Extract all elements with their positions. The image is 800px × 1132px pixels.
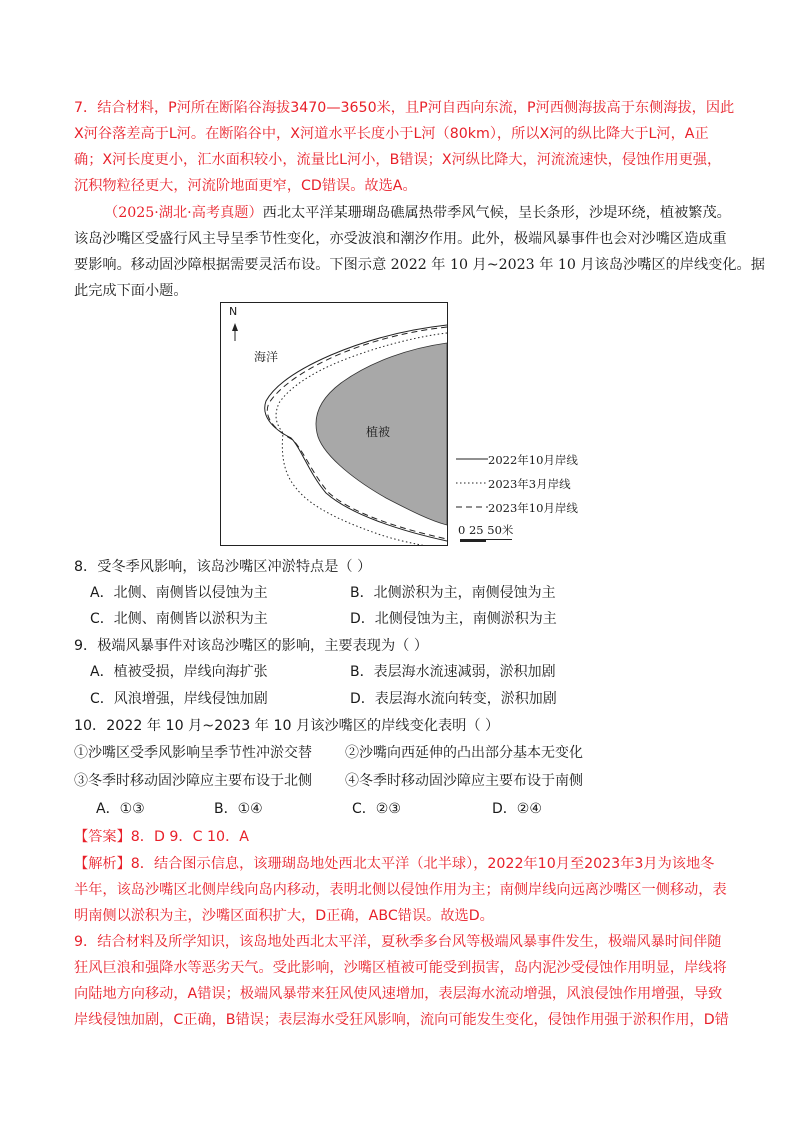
legend-label: 2023年10月岸线: [488, 501, 578, 515]
option[interactable]: C．②③: [352, 801, 401, 817]
statement: ②沙嘴向西延伸的凸出部分基本无变化: [345, 745, 583, 761]
legend-solid-line: [456, 454, 488, 464]
material-text: 西北太平洋某珊瑚岛礁属热带季风气候，呈长条形，沙堤环绕，植被繁茂。: [262, 205, 731, 221]
legend-item: [456, 476, 571, 492]
option[interactable]: A．北侧、南侧皆以侵蚀为主: [90, 585, 268, 601]
option[interactable]: D．北侧侵蚀为主，南侧淤积为主: [350, 611, 557, 627]
legend-item: [456, 452, 578, 468]
statement: ①沙嘴区受季风影响呈季节性冲淤交替: [74, 745, 312, 761]
analysis-first-line: [74, 853, 714, 875]
option[interactable]: D．表层海水流向转变，淤积加剧: [350, 691, 557, 707]
option[interactable]: B．①④: [214, 801, 263, 817]
q7-explanation-line: 沉积物粒径更大，河流阶地面更窄，CD错误。故选A。: [74, 178, 417, 194]
material-line: 该岛沙嘴区受盛行风主导呈季节性变化，亦受波浪和潮汐作用。此外，极端风暴事件也会对沙嘴区造成重: [74, 231, 727, 247]
legend-dotted-line: [456, 478, 488, 488]
analysis-line: 9．结合材料及所学知识，该岛地处西北太平洋，夏秋季多台风等极端风暴事件发生，极端风暴时间伴随: [74, 934, 722, 950]
option[interactable]: C．风浪增强，岸线侵蚀加剧: [90, 691, 268, 707]
analysis-line: 半年，该岛沙嘴区北侧岸线向岛内移动，表明北侧以侵蚀作用为主；南侧岸线向远离沙嘴区一侧移动，表: [74, 882, 727, 898]
option[interactable]: B．北侧淤积为主，南侧侵蚀为主: [350, 585, 556, 601]
analysis-label: 【解析】: [74, 856, 131, 872]
option[interactable]: C．北侧、南侧皆以淤积为主: [90, 611, 268, 627]
q7-explanation-line: 确；X河长度更小，汇水面积较小，流量比L河小，B错误；X河纵比降大，河流流速快，侵蚀作用更强，: [74, 152, 722, 168]
q7-explanation-line: 7．结合材料，P河所在断陷谷海拔3470—3650米，且P河自西向东流，P河西侧海拔高于东侧海拔，因此: [74, 100, 735, 116]
legend-label: 2022年10月岸线: [488, 453, 578, 467]
legend-dashed-line: [456, 502, 488, 512]
vegetation-label: 植被: [366, 425, 391, 439]
analysis-line: 狂风巨浪和强降水等恶劣天气。受此影响，沙嘴区植被可能受到损害，岛内泥沙受侵蚀作用明显，岸线将: [74, 960, 727, 976]
statement: ④冬季时移动固沙障应主要布设于南侧: [345, 773, 583, 789]
material-line: 此完成下面小题。: [74, 283, 188, 299]
material-first-line: [104, 202, 731, 224]
north-label: N: [229, 305, 238, 318]
shoreline-map: [220, 302, 448, 546]
option[interactable]: D．②④: [492, 801, 542, 817]
legend-item: [456, 500, 578, 516]
q7-explanation-line: X河谷落差高于L河。在断陷谷中，X河道水平长度小于L河（80km），所以X河的纵比降大于L河，A正: [74, 126, 709, 142]
question-stem: 9．极端风暴事件对该岛沙嘴区的影响，主要表现为（ ）: [74, 638, 429, 654]
analysis-line: 岸线侵蚀加剧，C正确，B错误；表层海水受狂风影响，流向可能发生变化，侵蚀作用强于淤积作用，D错: [74, 1012, 729, 1028]
analysis-line: 向陆地方向移动，A错误；极端风暴带来狂风使风速增加，表层海水流动增强，风浪侵蚀作用增强，导致: [74, 986, 723, 1002]
option[interactable]: A．植被受损，岸线向海扩张: [90, 664, 268, 680]
material-source: （2025·湖北·高考真题）: [104, 205, 263, 221]
scale-label: 0 25 50米: [458, 523, 514, 537]
material-line: 要影响。移动固沙障根据需要灵活布设。下图示意 2022 年 10 月~2023 年 10 月该岛沙嘴区的岸线变化。据: [74, 257, 765, 273]
analysis-text: 8．结合图示信息，该珊瑚岛地处西北太平洋（北半球），2022年10月至2023年3月为该地冬: [130, 856, 715, 872]
option[interactable]: A．①③: [96, 801, 145, 817]
analysis-line: 明南侧以淤积为主，沙嘴区面积扩大，D正确，ABC错误。故选D。: [74, 908, 494, 924]
scale-bar: [458, 522, 513, 538]
answer-line: 【答案】8．D 9．C 10．A: [74, 829, 249, 845]
question-stem: 10．2022 年 10 月~2023 年 10 月该沙嘴区的岸线变化表明（ ）: [74, 718, 500, 734]
option[interactable]: B．表层海水流速减弱，淤积加剧: [350, 664, 556, 680]
question-stem: 8．受冬季风影响，该岛沙嘴区冲淤特点是（ ）: [74, 559, 372, 575]
legend-label: 2023年3月岸线: [488, 477, 571, 491]
map-drawing: [221, 303, 447, 545]
ocean-label: 海洋: [254, 350, 279, 364]
statement: ③冬季时移动固沙障应主要布设于北侧: [74, 773, 312, 789]
